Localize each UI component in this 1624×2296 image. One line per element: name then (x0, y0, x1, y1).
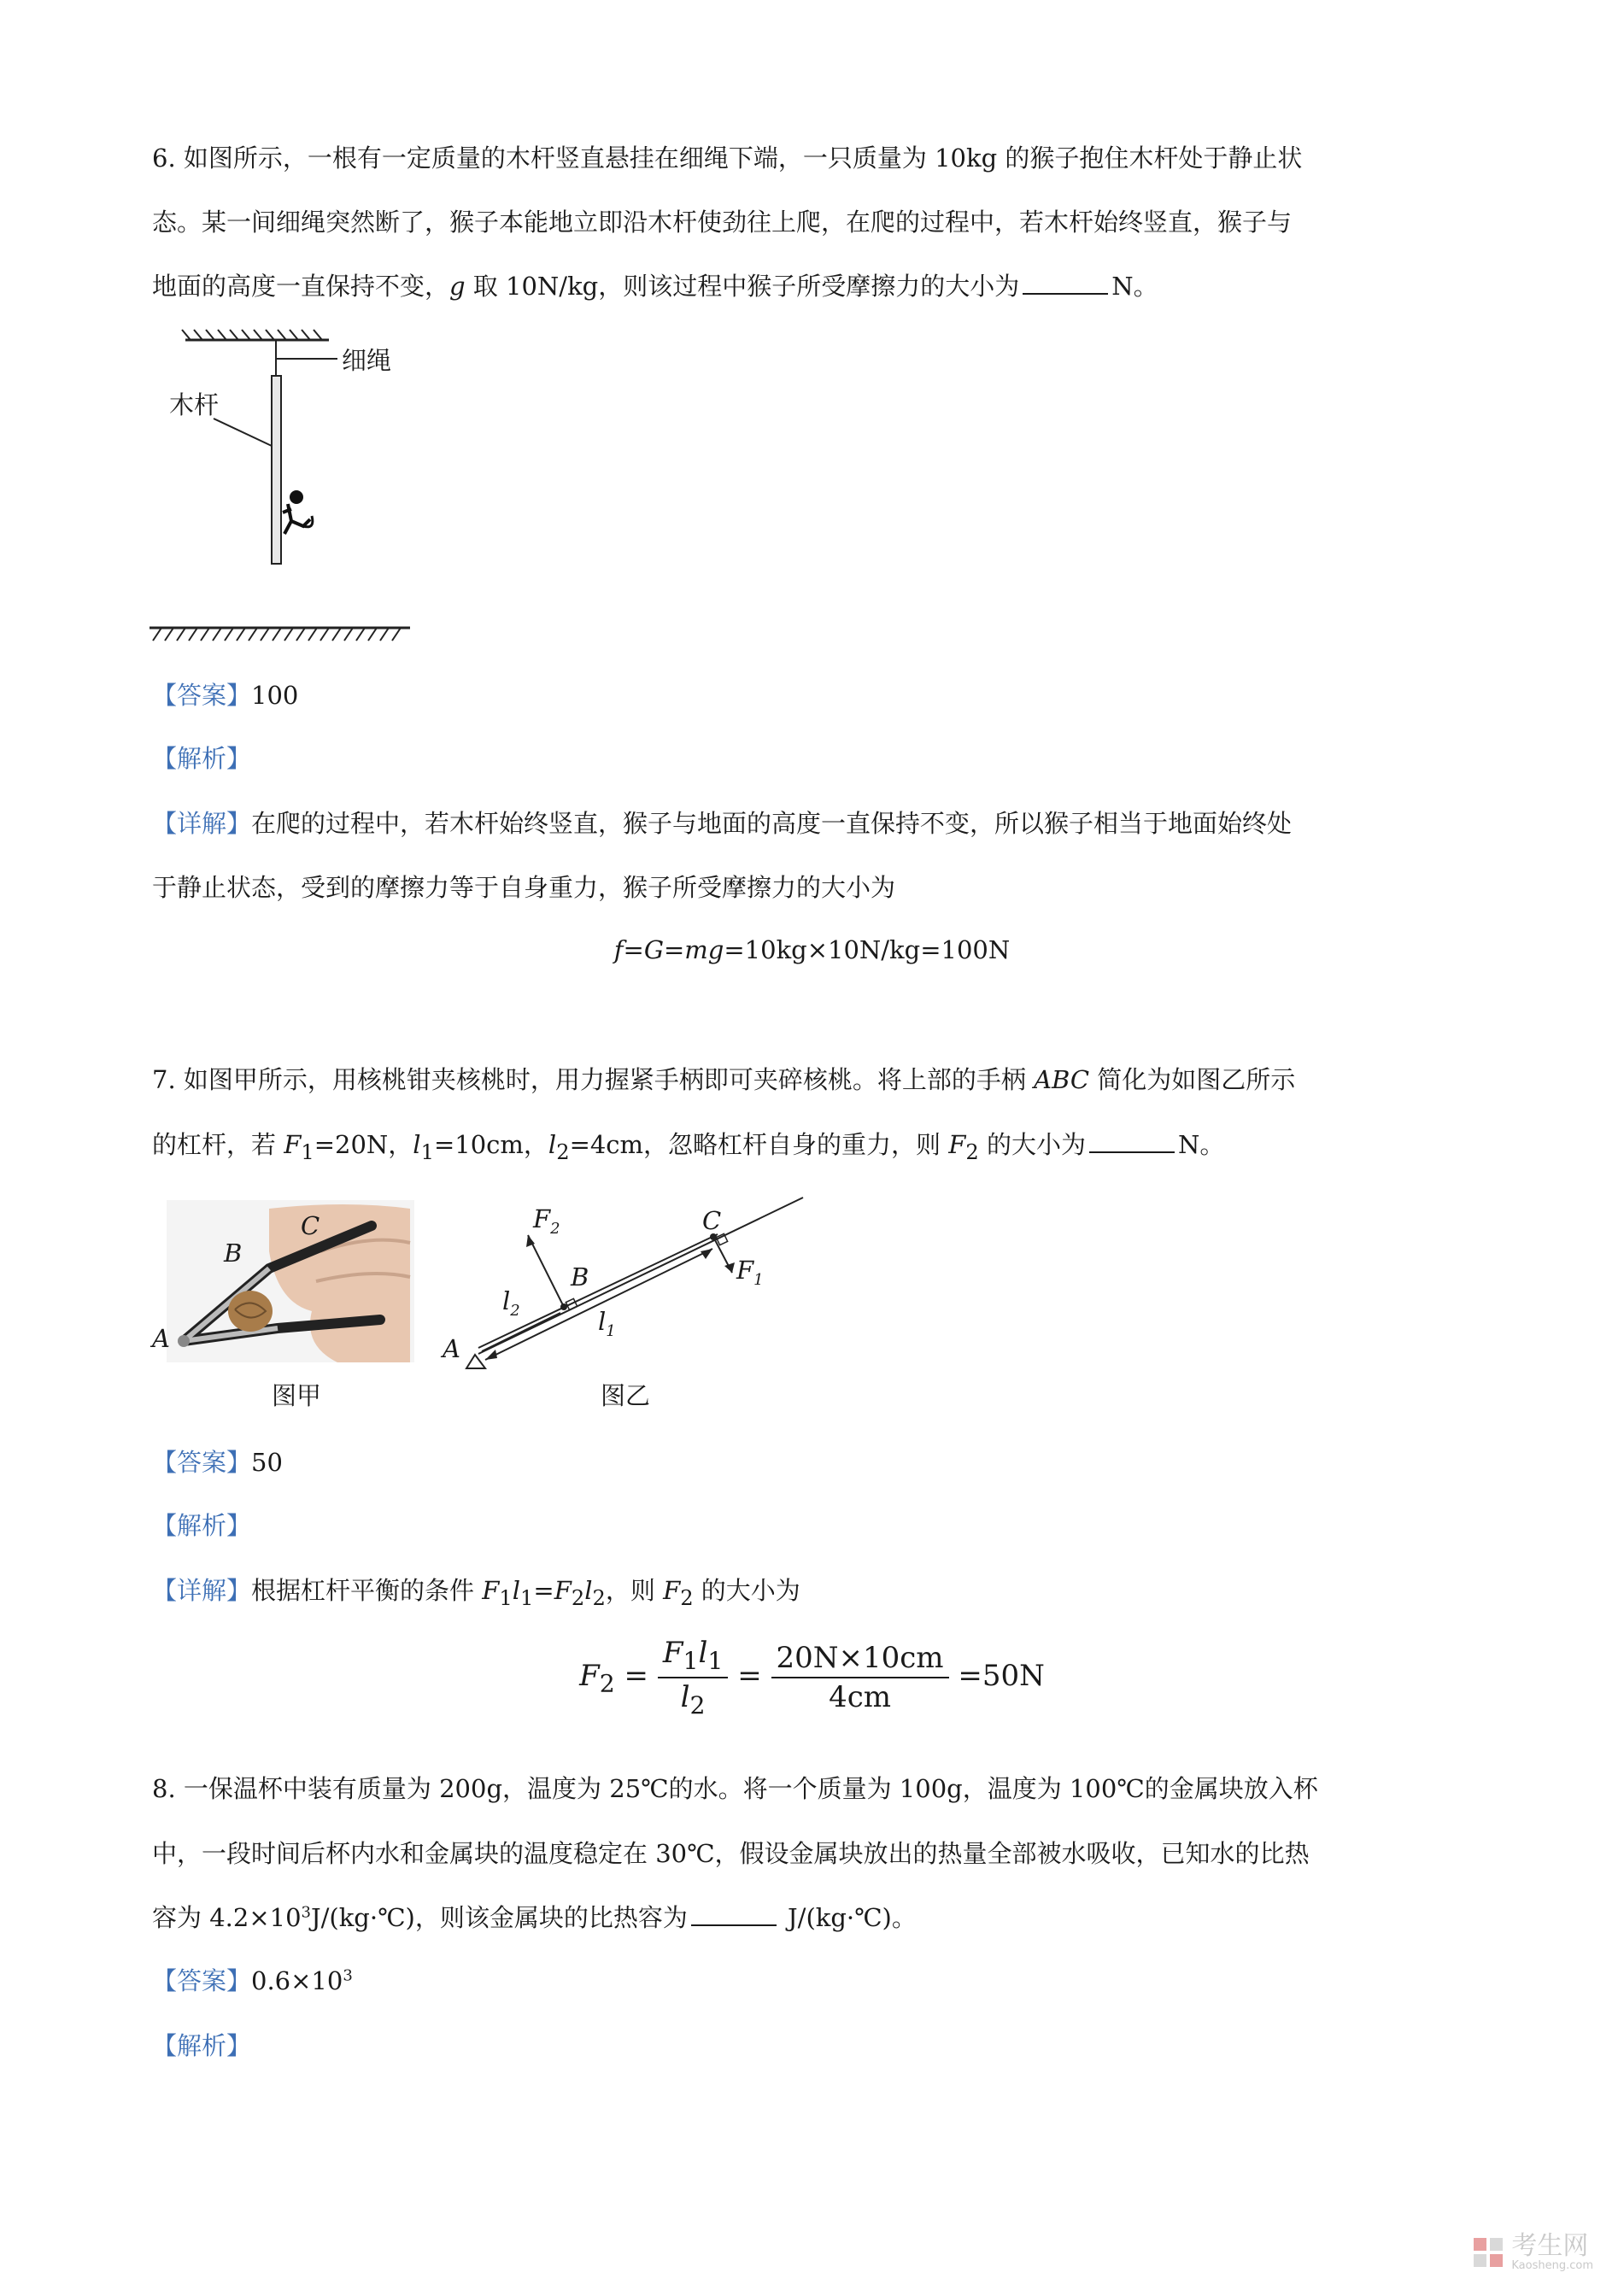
q6-analysis-line (152, 740, 251, 775)
q7-diagram-B: B (571, 1262, 589, 1292)
q7-l2-sub: 2 (556, 1139, 570, 1164)
watermark-text (1511, 2233, 1593, 2272)
q7-text-2e: 的大小为 (978, 1130, 1086, 1159)
q7-eq-num-F: F (662, 1636, 683, 1670)
q8-answer-line (152, 1962, 353, 1997)
q7-eq-numerator-1 (658, 1636, 729, 1678)
q7-detail-eq: = (533, 1576, 554, 1605)
q6-g-symbol: g (449, 272, 466, 301)
q7-answer-tag: 【答案】 (152, 1448, 252, 1477)
q7-eq-numerator-2: 20N×10cm (771, 1641, 949, 1678)
q7-F-sub: 1 (301, 1139, 314, 1164)
q7-eq-denominator-2: 4cm (829, 1679, 891, 1714)
q7-diagram-F2 (533, 1204, 560, 1238)
q6-detail-text-2: 于静止状态，受到的摩擦力等于自身重力，猴子所受摩擦力的大小为 (152, 873, 896, 902)
q7-l1-sub: 1 (420, 1139, 434, 1164)
watermark-cn: 考生网 (1511, 2231, 1589, 2261)
q6-text-3c: N。 (1111, 272, 1158, 301)
q7-equation (0, 1636, 1624, 1719)
q7-diagram-l1-letter: l (598, 1307, 607, 1336)
q7-F2: F (948, 1130, 966, 1159)
q8-answer-base: 0.6×10 (251, 1966, 343, 1995)
q7-detail-line (152, 1572, 800, 1610)
watermark-logo-icon (1472, 2236, 1504, 2269)
q7-detail-a: 根据杠杆平衡的条件 (251, 1576, 483, 1605)
q7-diagram-l2 (502, 1286, 520, 1320)
q8-text-1: 8. 一保温杯中装有质量为 200g，温度为 25℃的水。将一个质量为 100g，温度为 100℃的金属块放入杯 (152, 1774, 1318, 1803)
q7-eq-result: =50N (958, 1658, 1045, 1693)
q6-text-3b: 取 10N/kg，则该过程中猴子所受摩擦力的大小为 (465, 272, 1020, 301)
q6-line-1 (152, 139, 1302, 174)
q7-detail-F1: F (482, 1576, 500, 1605)
q6-answer-line (152, 676, 298, 712)
q7-text-1b: 简化为如图乙所示 (1089, 1065, 1296, 1094)
q7-diagram-l2-sub: 2 (510, 1301, 520, 1320)
q7-answer-value: 50 (251, 1448, 283, 1477)
watermark (1472, 2233, 1593, 2272)
q7-photo-C: C (301, 1211, 320, 1240)
q6-formula (0, 935, 1624, 964)
q7-detail-s3: 2 (571, 1585, 585, 1610)
q7-answer-line (152, 1444, 283, 1479)
q7-diagram-l1 (598, 1307, 616, 1340)
q7-detail-tag: 【详解】 (152, 1576, 252, 1605)
q7-diagram-F1-letter: F (736, 1256, 754, 1285)
q7-diagram-F2-letter: F (533, 1204, 551, 1233)
q7-detail-l1: l (512, 1576, 521, 1605)
q7-photo-B: B (224, 1239, 243, 1268)
watermark-row (1472, 2233, 1593, 2272)
q6-detail-text-1: 在爬的过程中，若木杆始终竖直，猴子与地面的高度一直保持不变，所以猴子相当于地面始终处 (251, 809, 1293, 838)
q7-diagram-F1 (736, 1256, 764, 1289)
q6-answer-value: 100 (251, 681, 299, 710)
q8-text-2: 中，一段时间后杯内水和金属块的温度稳定在 30℃，假设金属块放出的热量全部被水吸收，已知水的比热 (152, 1839, 1310, 1868)
q7-text-2c: =10cm， (433, 1130, 548, 1159)
q7-detail-F2b: F (663, 1576, 681, 1605)
q8-line-2 (152, 1835, 1310, 1870)
q6-formula-G: G (643, 935, 664, 964)
q7-eq-num-l: l (698, 1636, 708, 1670)
q6-formula-mg: mg (684, 935, 724, 964)
q7-eq-fraction-2 (771, 1641, 949, 1714)
q8-text-3sup: 3 (301, 1903, 311, 1922)
q7-text-1a: 7. 如图甲所示，用核桃钳夹核桃时，用力握紧手柄即可夹碎核桃。将上部的手柄 (152, 1065, 1035, 1094)
q7-caption-right: 图乙 (601, 1381, 651, 1410)
q7-photo-A: A (152, 1324, 170, 1353)
q7-line-1 (152, 1061, 1295, 1096)
q8-answer-sup: 3 (343, 1966, 353, 1985)
q7-eq-equals-1: = (624, 1658, 649, 1693)
watermark-en: Kaosheng.com (1511, 2259, 1593, 2272)
q7-diagram-C: C (702, 1206, 722, 1235)
q7-text-2f: N。 (1178, 1130, 1225, 1159)
q6-answer-tag: 【答案】 (152, 681, 252, 710)
q7-abc: ABC (1034, 1065, 1090, 1094)
q6-detail-line-1 (152, 805, 1292, 840)
q6-line-3 (152, 267, 1158, 302)
q7-diagram-F2-sub: 2 (550, 1219, 560, 1238)
q8-text-3a: 容为 4.2×10 (152, 1903, 302, 1932)
q6-pole-label: 木杆 (169, 390, 220, 419)
q6-answer-blank[interactable] (1023, 292, 1108, 295)
q7-line-2 (152, 1126, 1224, 1164)
q7-nutcracker-photo (167, 1200, 414, 1362)
q7-eq-fraction-1 (658, 1636, 729, 1719)
q6-detail-line-2 (152, 869, 895, 904)
q7-eq-F2-sub: 2 (599, 1669, 615, 1698)
q6-text-1: 6. 如图所示，一根有一定质量的木杆竖直悬挂在细绳下端，一只质量为 10kg 的猴子抱住木杆处于静止状 (152, 144, 1303, 173)
q7-detail-s4: 2 (592, 1585, 606, 1610)
q6-formula-eq2: = (663, 935, 685, 964)
q7-eq-num-l-sub: 1 (707, 1646, 724, 1675)
q7-text-2a: 的杠杆，若 (152, 1130, 284, 1159)
q7-answer-blank[interactable] (1089, 1151, 1175, 1153)
q8-answer-tag: 【答案】 (152, 1966, 252, 1995)
q7-eq-den-l-sub: 2 (689, 1690, 706, 1719)
q7-detail-s2: 1 (520, 1585, 534, 1610)
q6-detail-tag: 【详解】 (152, 809, 252, 838)
q6-analysis-tag: 【解析】 (152, 744, 252, 773)
q7-eq-F2: F (579, 1658, 600, 1693)
q7-F2-sub: 2 (965, 1139, 979, 1164)
q6-text-2: 态。某一间细绳突然断了，猴子本能地立即沿木杆使劲往上爬，在爬的过程中，若木杆始终竖直，猴子与 (152, 208, 1293, 237)
q7-analysis-tag: 【解析】 (152, 1511, 252, 1540)
q6-rope-label: 细绳 (342, 346, 392, 375)
q7-detail-s1: 1 (499, 1585, 513, 1610)
q8-line-3 (152, 1899, 917, 1934)
q7-F: F (284, 1130, 302, 1159)
q7-diagram-l2-letter: l (502, 1286, 511, 1315)
q6-text-3a: 地面的高度一直保持不变， (152, 272, 450, 301)
q6-formula-rest: =10kg×10N/kg=100N (724, 935, 1011, 964)
q8-analysis-tag: 【解析】 (152, 2031, 252, 2060)
q8-text-3c: J/(kg·℃)。 (779, 1903, 917, 1932)
q7-caption-left: 图甲 (272, 1381, 322, 1410)
q7-eq-denominator-1 (658, 1678, 729, 1719)
q7-detail-F2: F (554, 1576, 572, 1605)
q7-text-2d: =4cm，忽略杠杆自身的重力，则 (569, 1130, 949, 1159)
q7-diagram-l1-sub: 1 (606, 1321, 616, 1340)
q7-l1: l (413, 1130, 421, 1159)
q8-line-1 (152, 1770, 1318, 1805)
q6-formula-f: f (613, 935, 624, 964)
q7-diagram-F1-sub: 1 (753, 1270, 764, 1289)
q7-eq-num-F-sub: 1 (683, 1646, 699, 1675)
q6-formula-eq1: = (623, 935, 644, 964)
q7-lever-diagram (444, 1187, 820, 1375)
q7-text-2b: =20N， (314, 1130, 413, 1159)
q7-eq-den-l: l (680, 1679, 690, 1714)
q8-answer-blank[interactable] (691, 1924, 777, 1926)
q7-l2: l (548, 1130, 557, 1159)
q8-analysis-line (152, 2027, 251, 2062)
q7-detail-s5: 2 (680, 1585, 694, 1610)
q7-diagram-A: A (443, 1334, 460, 1363)
q7-analysis-line (152, 1507, 251, 1542)
q7-eq-equals-2: = (737, 1658, 762, 1693)
q7-detail-l2: l (584, 1576, 593, 1605)
q8-text-3b: J/(kg·℃)，则该金属块的比热容为 (311, 1903, 688, 1932)
q7-detail-c: 的大小为 (693, 1576, 800, 1605)
q7-detail-b: ，则 (605, 1576, 664, 1605)
q6-line-2 (152, 203, 1292, 238)
